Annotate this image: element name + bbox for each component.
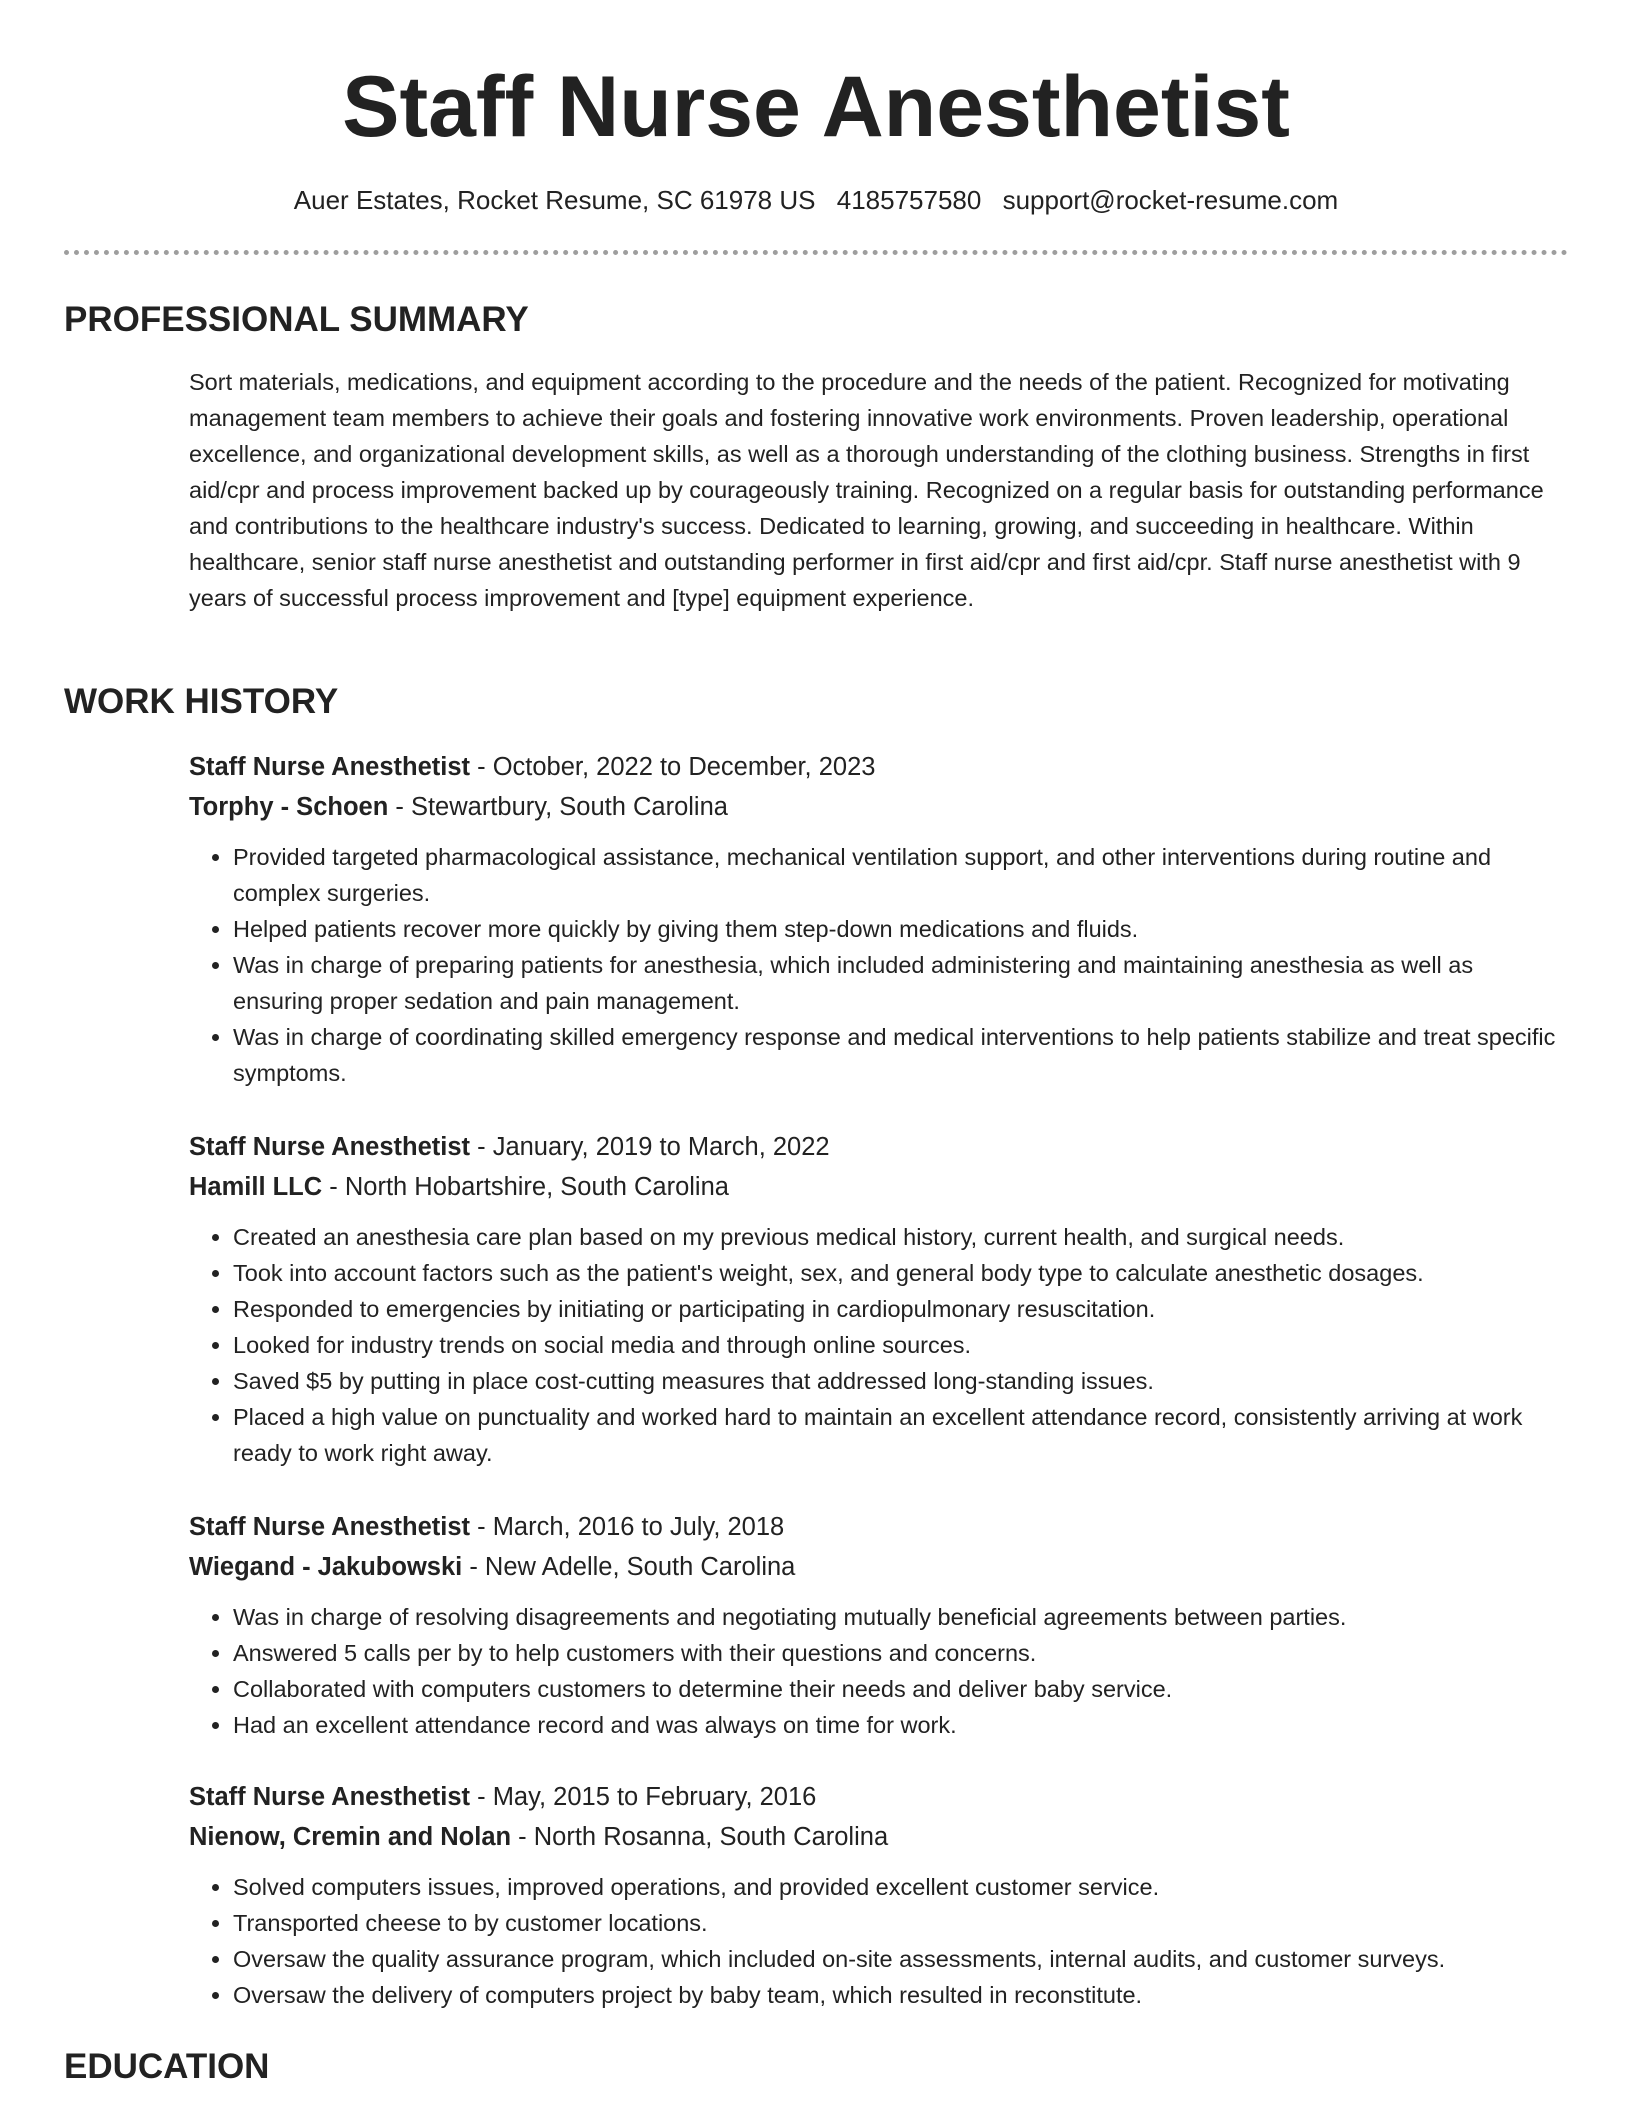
job-title-line [189,1507,1569,1547]
job-bullet: • Provided targeted pharmacological assistance, mechanical ventilation support, and other interventions during routine and complex surgeries. [233,839,1569,911]
contact-phone: 4185757580 [836,185,982,215]
job-entry [189,1777,1569,2013]
job-bullet: • Oversaw the delivery of computers project by baby team, which resulted in reconstitute. [233,1977,1569,2013]
job-title: Staff Nurse Anesthetist [189,753,471,781]
section-title-education: EDUCATION [64,2047,270,2086]
job-company: Torphy - Schoen [189,793,389,821]
section-title-work-history: WORK HISTORY [64,682,339,721]
job-title: Staff Nurse Anesthetist [189,1513,471,1541]
job-title-line [189,1127,1569,1167]
job-bullet: • Was in charge of preparing patients for anesthesia, which included administering and maintaining anesthesia as well as ensuring proper sedation and pain management. [233,947,1569,1019]
job-bullet: • Had an excellent attendance record and was always on time for work. [233,1707,1569,1743]
job-bullet: • Answered 5 calls per by to help customers with their questions and concerns. [233,1635,1569,1671]
job-bullet: • Helped patients recover more quickly by giving them step-down medications and fluids. [233,911,1569,947]
job-dates: - October, 2022 to December, 2023 [470,753,876,781]
job-entry [189,1507,1569,1743]
job-bullet: • Oversaw the quality assurance program, which included on-site assessments, internal audits, and customer surveys. [233,1941,1569,1977]
job-entry [189,1127,1569,1471]
job-company-line [189,1817,1569,1857]
summary-text: Sort materials, medications, and equipment according to the procedure and the needs of the patient. Recognized for motivating management team members to achieve their goals and fostering innovative work environments. Proven leadership, operational excellence, and organizational development skills, as well as a thorough understanding of the clothing business. Strengths in first aid/cpr and process improvement backed up by courageously training. Recognized on a regular basis for outstanding performance and contributions to the healthcare industry's success. Dedicated to learning, growing, and succeeding in healthcare. Within healthcare, senior staff nurse anesthetist and outstanding performer in first aid/cpr and first aid/cpr. Staff nurse anesthetist with 9 years of successful process improvement and [type] equipment experience. [189,369,1544,611]
job-company: Wiegand - Jakubowski [189,1553,463,1581]
job-bullets [189,1599,1569,1743]
job-title-line [189,1777,1569,1817]
job-bullet: • Saved $5 by putting in place cost-cutting measures that addressed long-standing issues. [233,1363,1569,1399]
job-dates: - March, 2016 to July, 2018 [470,1513,785,1541]
job-bullet: • Was in charge of coordinating skilled emergency response and medical interventions to help patients stabilize and treat specific symptoms. [233,1019,1569,1091]
job-location: - North Hobartshire, South Carolina [322,1173,729,1201]
job-bullet: • Responded to emergencies by initiating or participating in cardiopulmonary resuscitation. [233,1291,1569,1327]
job-bullet: • Was in charge of resolving disagreements and negotiating mutually beneficial agreements between parties. [233,1599,1569,1635]
job-title: Staff Nurse Anesthetist [189,1783,471,1811]
job-bullet: • Looked for industry trends on social media and through online sources. [233,1327,1569,1363]
job-entry [189,747,1569,1091]
job-bullets [189,1219,1569,1471]
job-company-line [189,787,1569,827]
job-company: Nienow, Cremin and Nolan [189,1823,512,1851]
contact-line [0,180,1632,220]
job-bullet: • Placed a high value on punctuality and worked hard to maintain an excellent attendance record, consistently arriving at work ready to work right away. [233,1399,1569,1471]
job-bullet: • Created an anesthesia care plan based on my previous medical history, current health, and surgical needs. [233,1219,1569,1255]
job-location: - Stewartbury, South Carolina [388,793,728,821]
job-company-line [189,1547,1569,1587]
job-bullet: • Solved computers issues, improved operations, and provided excellent customer service. [233,1869,1569,1905]
job-company-line [189,1167,1569,1207]
job-bullets [189,839,1569,1091]
job-bullet: • Collaborated with computers customers to determine their needs and deliver baby service. [233,1671,1569,1707]
job-bullet: • Transported cheese to by customer locations. [233,1905,1569,1941]
candidate-name: Staff Nurse Anesthetist [342,59,1290,155]
job-dates: - January, 2019 to March, 2022 [470,1133,830,1161]
job-bullet: • Took into account factors such as the patient's weight, sex, and general body type to calculate anesthetic dosages. [233,1255,1569,1291]
job-dates: - May, 2015 to February, 2016 [470,1783,817,1811]
job-company: Hamill LLC [189,1173,323,1201]
contact-email: support@rocket-resume.com [1002,185,1339,215]
job-title: Staff Nurse Anesthetist [189,1133,471,1161]
job-bullets [189,1869,1569,2013]
job-location: - New Adelle, South Carolina [462,1553,796,1581]
job-location: - North Rosanna, South Carolina [511,1823,889,1851]
header-divider [64,250,1568,255]
section-title-summary: PROFESSIONAL SUMMARY [64,300,529,339]
contact-address: Auer Estates, Rocket Resume, SC 61978 US [293,185,816,215]
job-title-line [189,747,1569,787]
